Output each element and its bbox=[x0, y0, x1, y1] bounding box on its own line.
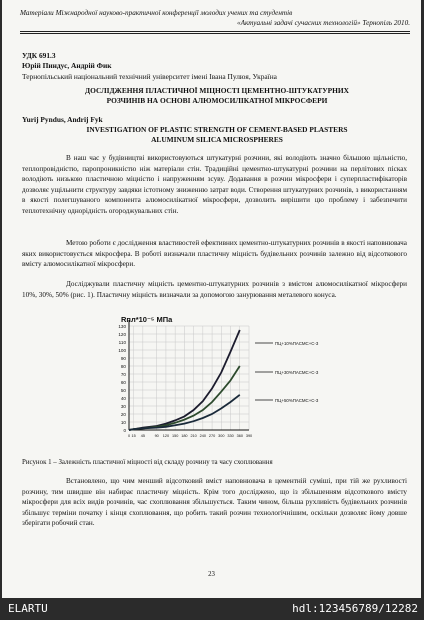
authors-ua: Юрій Пиндус, Андрій Фик bbox=[22, 61, 112, 70]
header-rule-top bbox=[20, 31, 410, 32]
header-rule-bottom bbox=[20, 33, 410, 34]
y-tick-label: 10 bbox=[120, 420, 126, 425]
y-tick-label: 90 bbox=[120, 356, 126, 361]
header-line-1: Матеріали Міжнародної науково-практичної конференції молодих учених та студентів bbox=[20, 9, 293, 17]
header-line-2: «Актуальні задачі сучасних технологій» Тернопіль 2010. bbox=[237, 19, 410, 27]
paragraph-2: Метою роботи є дослідження властивостей ефективних цементно-штукатурних розчинів в якості наповнювача яких використовується мікросфера. В роботі визначали пластичну міцність будівельних розчинів залежно від відсоткового вмісту алюмосилікатної мікросфери. bbox=[22, 239, 407, 269]
legend-label: ПЦ+30%ПАСМС+С-3 bbox=[275, 370, 319, 375]
y-tick-label: 20 bbox=[120, 412, 126, 417]
x-tick-label: 300 bbox=[218, 434, 225, 438]
conference-header bbox=[20, 8, 410, 28]
paragraph-3: Досліджували пластичну міцність цементно-штукатурних розчинів з вмістом алюмосилікатної мікросфери 10%, 30%, 50% (рис. 1). Пластичну міцність визначали за допомогою занурювання металевого конуса. bbox=[22, 280, 407, 299]
title-en-line-1: INVESTIGATION OF PLASTIC STRENGTH OF CEMENT-BASED PLASTERS bbox=[86, 125, 348, 134]
legend-label: ПЦ+50%ПАСМС+С-3 bbox=[275, 398, 319, 403]
y-tick-label: 70 bbox=[120, 372, 126, 377]
udc-code: УДК 691.3 bbox=[22, 51, 56, 60]
title-ua-line-2: РОЗЧИНІВ НА ОСНОВІ АЛЮМОСИЛІКАТНОЇ МІКРОСФЕРИ bbox=[106, 96, 328, 105]
title-en bbox=[42, 125, 392, 145]
x-tick-label: 270 bbox=[208, 434, 216, 438]
legend-label: ПЦ+10%ПАСМС+С-3 bbox=[275, 341, 319, 346]
x-tick-label: 360 bbox=[236, 434, 243, 438]
viewer-footer bbox=[0, 598, 424, 620]
institution: Тернопільський національний технічний університет імені Івана Пулюя, Україна bbox=[22, 72, 277, 81]
y-tick-label: 80 bbox=[120, 364, 126, 369]
x-tick-label: 45 bbox=[140, 434, 145, 438]
x-tick-label: 90 bbox=[154, 434, 159, 438]
x-tick-label: 15 bbox=[131, 434, 136, 438]
x-tick-label: 0 bbox=[127, 434, 131, 438]
title-ua-line-1: ДОСЛІДЖЕННЯ ПЛАСТИЧНОЇ МІЦНОСТІ ЦЕМЕНТНО-ШТУКАТУРНИХ bbox=[85, 86, 349, 95]
strength-chart bbox=[87, 312, 332, 452]
x-tick-label: 120 bbox=[162, 434, 170, 438]
page-number: 23 bbox=[208, 571, 215, 578]
document-page bbox=[2, 0, 421, 598]
y-tick-label: 100 bbox=[118, 348, 126, 353]
authors-en: Yurij Pyndus, Andrij Fyk bbox=[22, 115, 103, 124]
x-tick-label: 150 bbox=[171, 434, 179, 438]
x-tick-label: 390 bbox=[245, 434, 253, 438]
paragraph-4: Встановлено, що чим менший відсотковий вміст наповнювача в цементній суміші, при тій же рухливості розчину, тим швидше він набирає пластичну міцність. Крім того досліджено, що із збільшенням відсоткового вмісту мікросфери для всіх видів розчинів, час схоплювання збільшується. Таким чином, більша рухливість будівельних розчинів збільшує терміни початку і кінця схоплювання, що робить такий розчин технологічнішим, оскільки дозволяє йому довше зберігати робочий стан. bbox=[22, 477, 407, 528]
y-tick-label: 40 bbox=[120, 396, 126, 401]
x-tick-label: 240 bbox=[199, 434, 207, 438]
y-tick-label: 30 bbox=[120, 404, 126, 409]
y-tick-label: 0 bbox=[123, 428, 126, 433]
repository-name: ELARTU bbox=[8, 602, 48, 615]
x-tick-label: 330 bbox=[227, 434, 234, 438]
handle-id: hdl:123456789/12282 bbox=[292, 602, 418, 615]
paragraph-1: В наш час у будівництві використовуються штукатурні розчини, які володіють значно більшою щільністю, теплопровідністю, паропроникністю ніж матеріали стін. Традиційні цементно-штукатурні розчини на перлітових пісках володіють низькою пластичною міцністю і напруженням зсуву. Додавання в розчин мікросфери і суперпластифікаторів дозволяє ущільнити структуру завдяки істотному зниженню затрат води. Створення штукатурних розчинів, з використанням в якості полегшуваного компонента алюмосилікатної мікросфери, дозволить вирішити цю проблему і забезпечити теплотехнічну однорідність огороджувальних стін. bbox=[22, 154, 407, 215]
title-ua bbox=[42, 86, 392, 106]
y-tick-label: 120 bbox=[118, 332, 126, 337]
y-axis-label: Rпл*10⁻⁵ МПа bbox=[121, 315, 173, 324]
y-tick-label: 50 bbox=[120, 388, 126, 393]
figure-caption: Рисунок 1 – Залежність пластичної міцності від складу розчину та часу схоплювання bbox=[22, 459, 273, 466]
x-tick-label: 180 bbox=[181, 434, 188, 438]
y-tick-label: 60 bbox=[120, 380, 126, 385]
y-tick-label: 110 bbox=[118, 340, 126, 345]
title-en-line-2: ALUMINUM SILICA MICROSPHERES bbox=[151, 135, 283, 144]
y-tick-label: 130 bbox=[118, 324, 126, 329]
x-tick-label: 210 bbox=[190, 434, 197, 438]
